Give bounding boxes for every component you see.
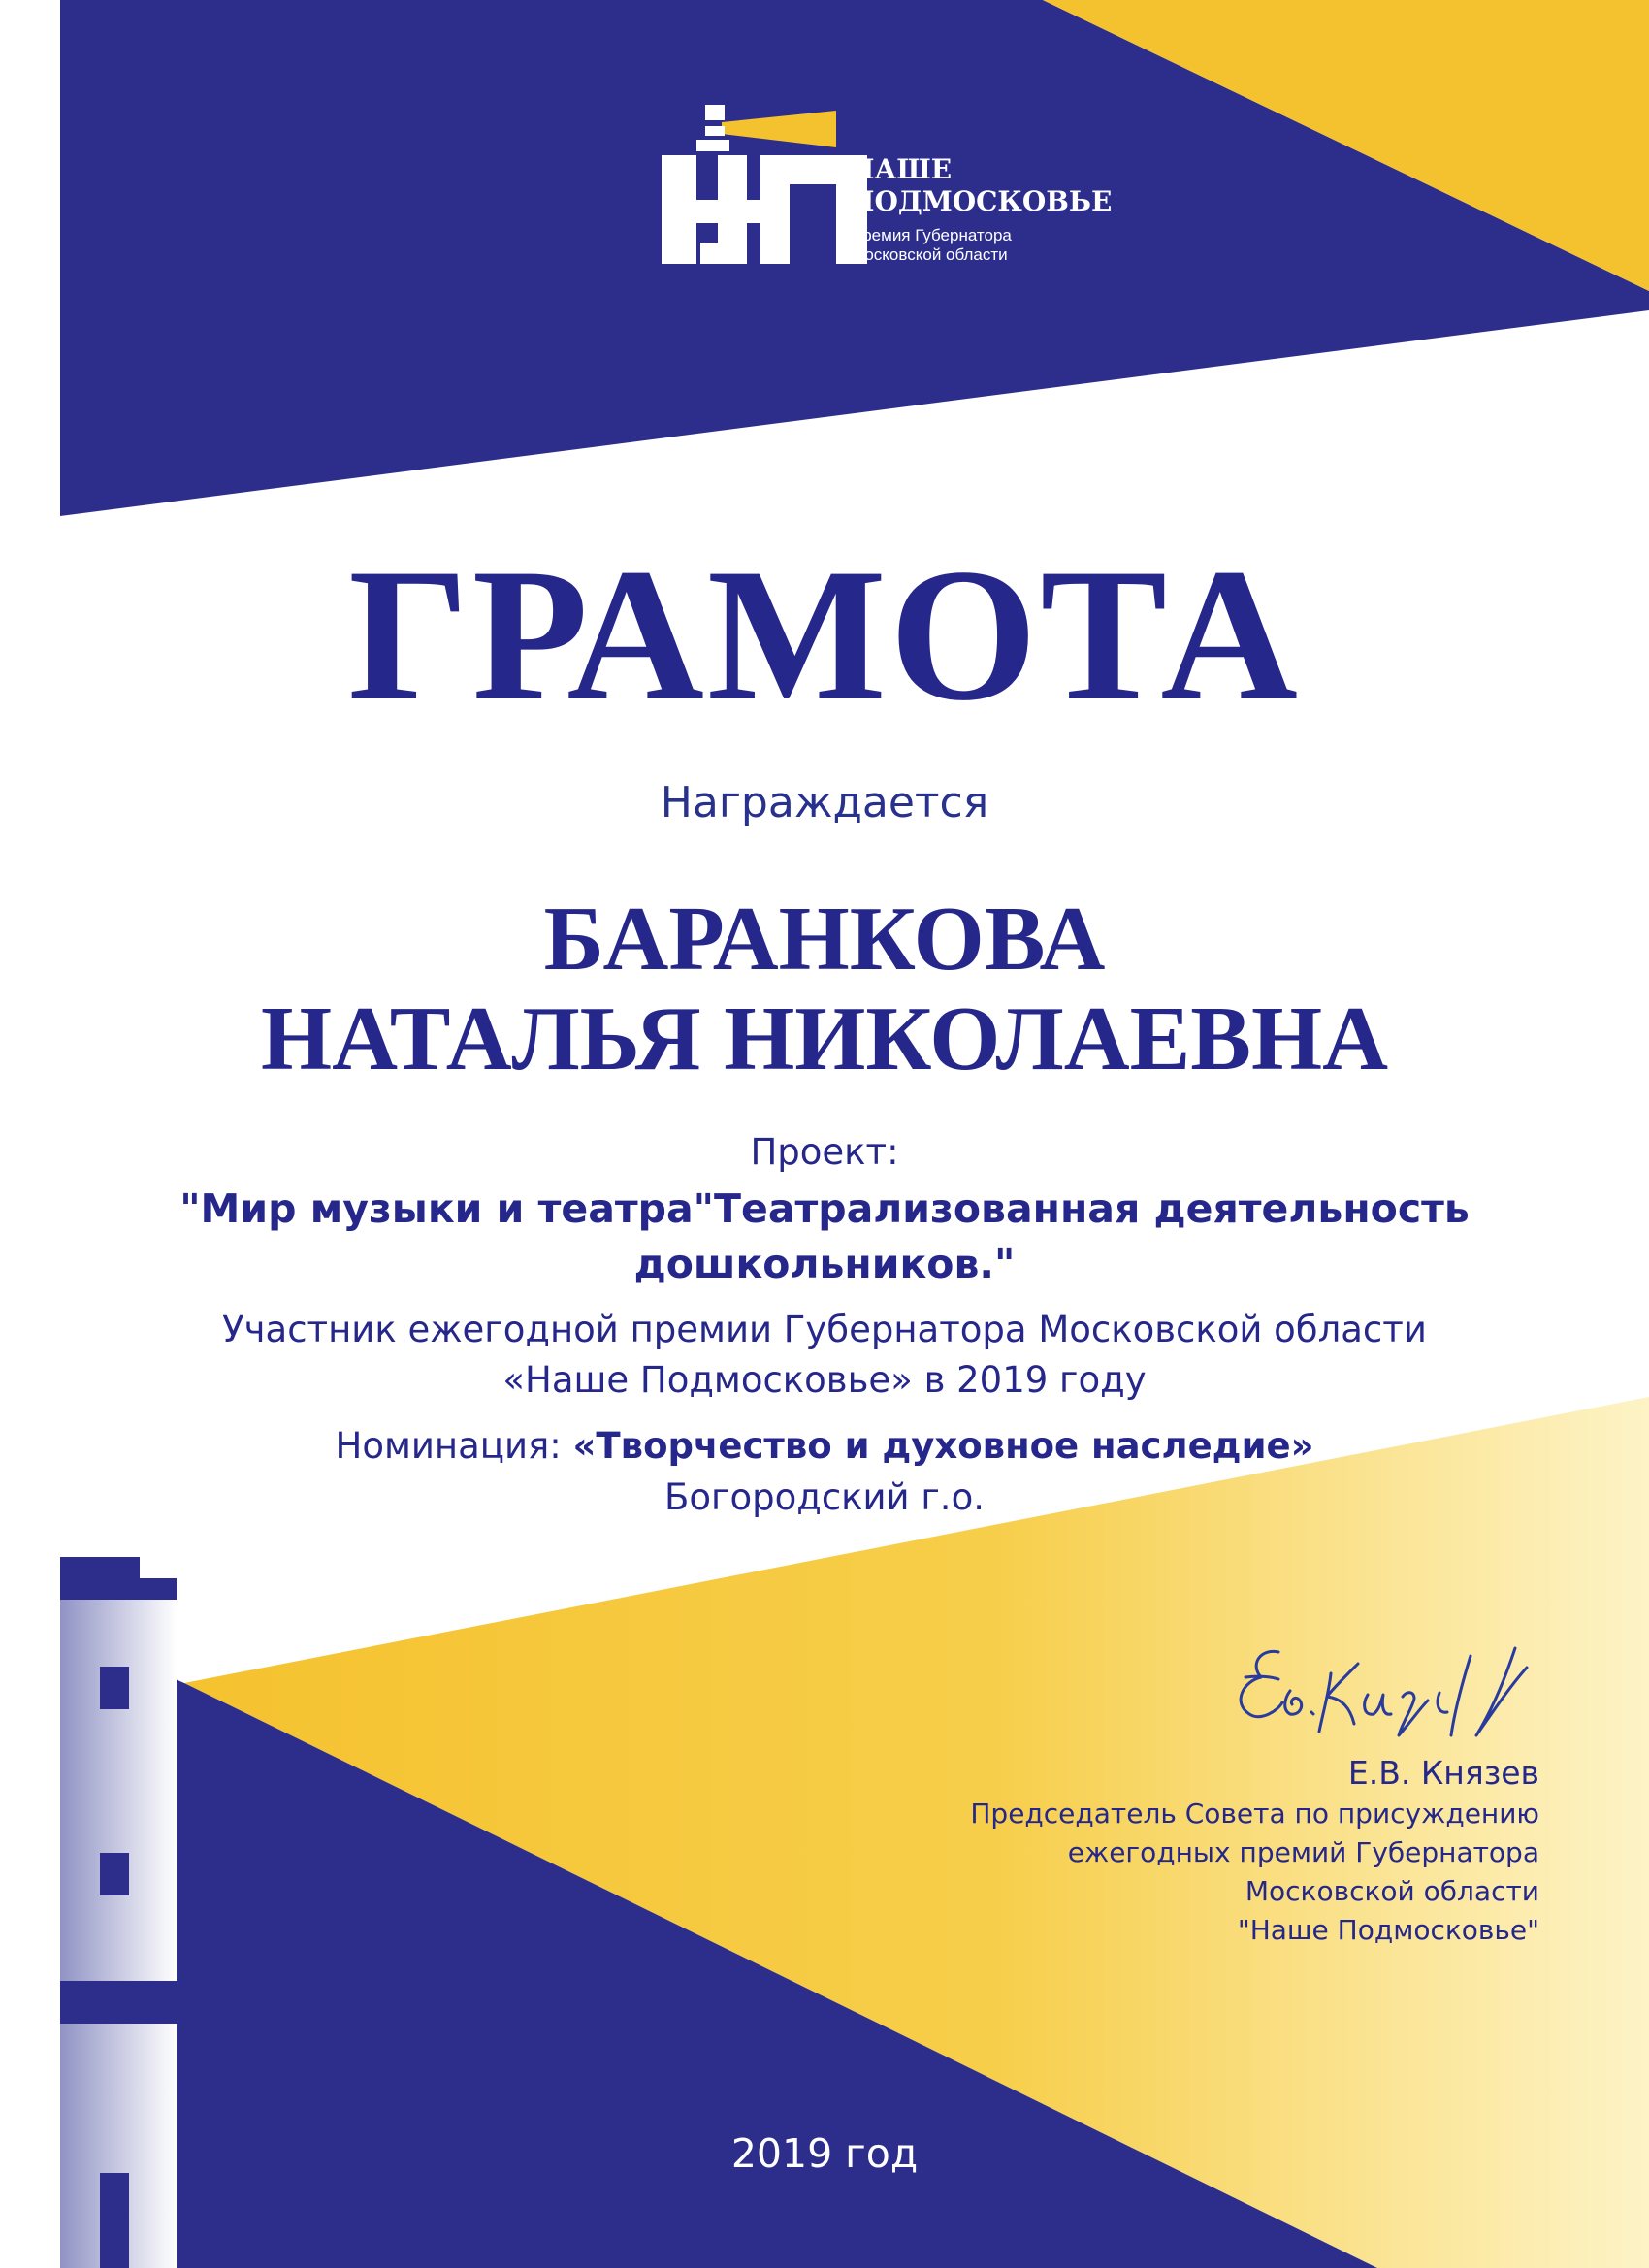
project-title-line2: дошкольников." xyxy=(633,1241,1016,1287)
signer-role-line2: ежегодных премий Губернатора xyxy=(1067,1836,1539,1868)
project-title-line1: "Мир музыки и театра"Театрализованная деятельность xyxy=(179,1185,1470,1232)
participant-text xyxy=(0,1305,1649,1406)
district: Богородский г.о. xyxy=(664,1476,985,1518)
project-title xyxy=(0,1182,1649,1292)
participant-line1: Участник ежегодной премии Губернатора Московской области xyxy=(222,1309,1427,1350)
certificate-title: ГРАМОТА xyxy=(348,530,1301,740)
signer-role-line3: Московской области xyxy=(1245,1875,1539,1907)
participant-line2: «Наше Подмосковье» в 2019 году xyxy=(502,1359,1147,1401)
signer-block xyxy=(970,1752,1539,1950)
logo-sub-line2: Московской области xyxy=(851,245,1008,264)
logo-brand xyxy=(849,153,1112,217)
recipient-surname: БАРАНКОВА xyxy=(543,889,1106,989)
awarded-label: Награждается xyxy=(660,778,989,827)
recipient-name xyxy=(0,890,1649,1089)
logo-sub-line1: Премия Губернатора xyxy=(851,226,1012,244)
signer-role-line1: Председатель Совета по присуждению xyxy=(970,1798,1539,1830)
nomination-value: «Творчество и духовное наследие» xyxy=(572,1425,1314,1467)
signer-role-line4: "Наше Подмосковье" xyxy=(1237,1914,1539,1946)
logo-brand-line1: НАШЕ xyxy=(849,153,953,185)
handwritten-signature xyxy=(1222,1635,1542,1751)
nomination-label: Номинация: xyxy=(335,1425,562,1467)
logo-subtitle xyxy=(851,226,1012,265)
project-label: Проект: xyxy=(750,1131,899,1173)
footer-year: 2019 год xyxy=(730,2130,919,2177)
logo-brand-line2: ПОДМОСКОВЬЕ xyxy=(849,185,1113,217)
nomination xyxy=(0,1423,1649,1470)
recipient-given-names: НАТАЛЬЯ НИКОЛАЕВНА xyxy=(260,988,1388,1089)
signer-name: Е.В. Князев xyxy=(1347,1754,1539,1792)
